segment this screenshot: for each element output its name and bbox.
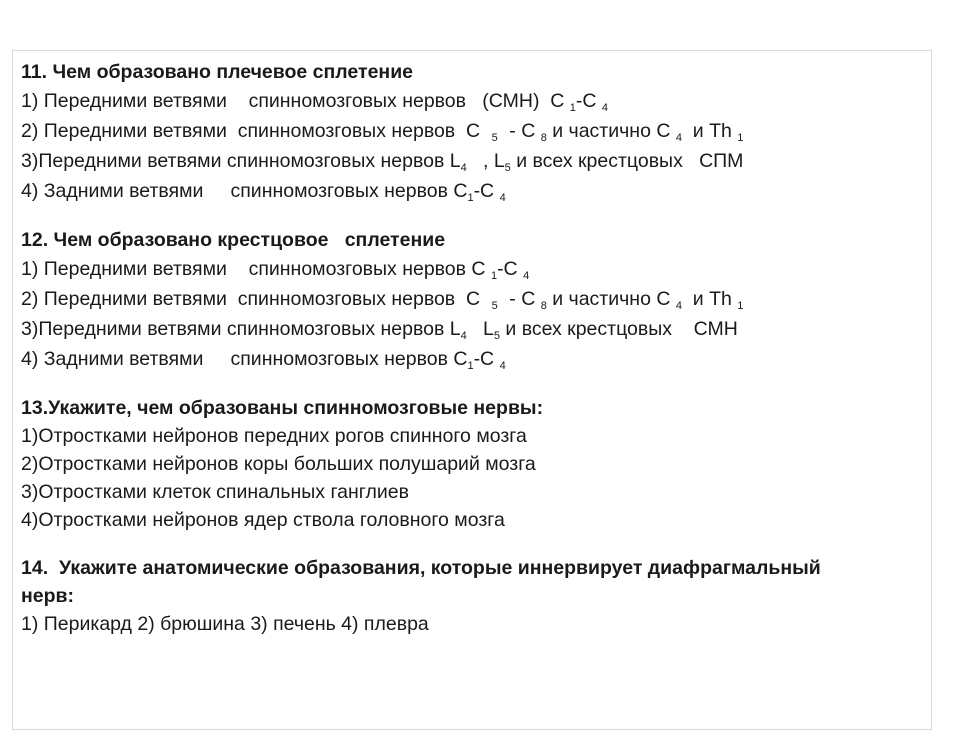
question-14-title-cont: нерв: bbox=[21, 585, 75, 607]
question-13-option-3: 3)Отростками клеток спинальных ганглиев bbox=[21, 481, 409, 503]
question-11-title: 11. Чем образовано плечевое сплетение bbox=[21, 61, 414, 83]
question-12-title: 12. Чем образовано крестцовое сплетение bbox=[21, 229, 446, 251]
question-13-option-2: 2)Отростками нейронов коры больших полушарий мозга bbox=[21, 453, 536, 475]
question-11-option-2: 2) Передними ветвями спинномозговых нервов С $_5$ - С $_8$ и частично С $_4$ и Th $_1$ bbox=[21, 120, 744, 144]
question-13-option-4: 4)Отростками нейронов ядер ствола головного мозга bbox=[21, 509, 505, 531]
question-11-option-4: 4) Задними ветвями спинномозговых нервов $С_1-С$ $_4$ bbox=[21, 180, 506, 204]
question-12-option-4: 4) Задними ветвями спинномозговых нервов $С_1-С$ $_4$ bbox=[21, 348, 506, 372]
question-11-option-1: 1) Передними ветвями спинномозговых нервов (СМН) С $_1$-С $_4$ bbox=[21, 90, 609, 114]
quiz-content bbox=[21, 58, 921, 638]
question-14-option-1: 1) Перикард 2) брюшина 3) печень 4) плевра bbox=[21, 613, 429, 635]
question-12-option-3: 3)Передними ветвями спинномозговых нервов $L_4$ $L_5$ и всех крестцовых СМН bbox=[21, 318, 738, 342]
question-14-title: 14. Укажите анатомические образования, которые иннервирует диафрагмальный bbox=[21, 557, 821, 579]
question-13-option-1: 1)Отростками нейронов передних рогов спинного мозга bbox=[21, 425, 527, 447]
question-12-option-1: 1) Передними ветвями спинномозговых нервов С $_1$-С $_4$ bbox=[21, 258, 530, 282]
question-12-option-2: 2) Передними ветвями спинномозговых нервов С $_5$ - С $_8$ и частично С $_4$ и Th $_1$ bbox=[21, 288, 744, 312]
question-13-title: 13.Укажите, чем образованы спинномозговые нервы: bbox=[21, 397, 544, 419]
question-11-option-3: 3)Передними ветвями спинномозговых нервов $L_4$ , $L_5$ и всех крестцовых СПМ bbox=[21, 150, 744, 174]
